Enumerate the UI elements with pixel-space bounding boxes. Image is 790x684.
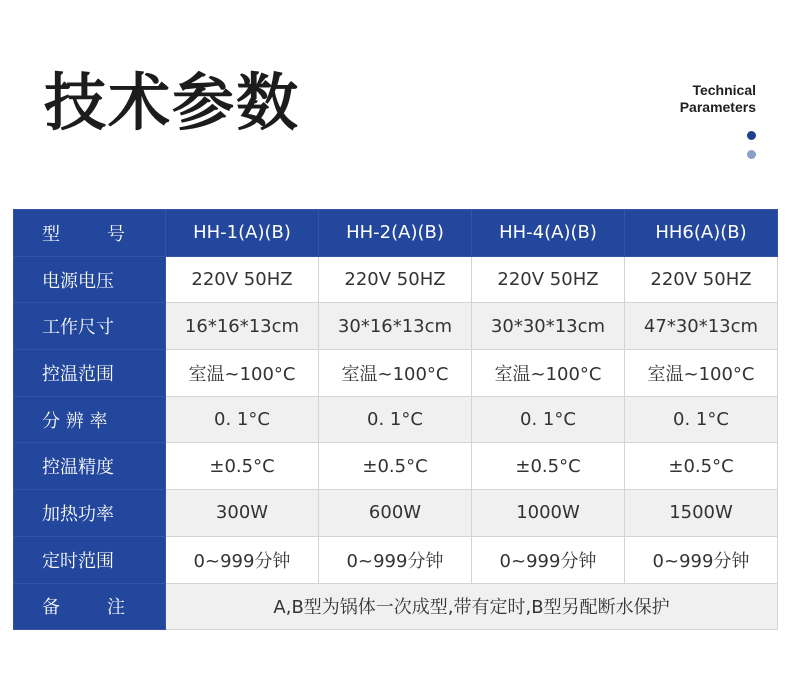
table-cell: 300W — [166, 490, 319, 537]
table-cell: 220V 50HZ — [166, 256, 319, 303]
table-cell: 0~999分钟 — [472, 536, 625, 583]
subtitle-line-2: Parameters — [679, 99, 756, 115]
table-row — [14, 256, 778, 303]
table-cell: 0~999分钟 — [166, 536, 319, 583]
table-cell: 室温~100°C — [166, 350, 319, 397]
table-cell: 1000W — [472, 490, 625, 537]
table-cell: 0~999分钟 — [319, 536, 472, 583]
row-label: 控温精度 — [14, 443, 166, 490]
row-label: 分 辨 率 — [14, 396, 166, 443]
table-row — [14, 536, 778, 583]
model-header-cell: HH-4(A)(B) — [472, 210, 625, 257]
row-label: 电源电压 — [14, 256, 166, 303]
table-cell: 47*30*13cm — [625, 303, 778, 350]
table-cell: 0. 1°C — [625, 396, 778, 443]
table-cell: 室温~100°C — [472, 350, 625, 397]
row-label: 控温范围 — [14, 350, 166, 397]
table-cell: 室温~100°C — [625, 350, 778, 397]
model-label-char-2: 号 — [107, 223, 125, 245]
note-label-cell — [14, 583, 166, 630]
table-cell: 1500W — [625, 490, 778, 537]
note-label-char-2: 注 — [107, 597, 125, 619]
table-cell: 0~999分钟 — [625, 536, 778, 583]
table-cell: 室温~100°C — [319, 350, 472, 397]
table-row — [14, 350, 778, 397]
spec-table — [13, 209, 778, 630]
decor-dot-dark — [747, 131, 756, 140]
note-label-char-1: 备 — [42, 597, 60, 619]
subtitle-line-1: Technical — [692, 82, 756, 98]
table-cell: 30*30*13cm — [472, 303, 625, 350]
table-row — [14, 490, 778, 537]
table-cell: 220V 50HZ — [472, 256, 625, 303]
decor-dot-light — [747, 150, 756, 159]
table-cell: ±0.5°C — [472, 443, 625, 490]
table-row — [14, 443, 778, 490]
table-cell: ±0.5°C — [319, 443, 472, 490]
table-cell: 0. 1°C — [166, 396, 319, 443]
page-title: 技术参数 — [44, 66, 301, 139]
model-label-cell — [14, 210, 166, 257]
table-header-row — [14, 210, 778, 257]
table-cell: 30*16*13cm — [319, 303, 472, 350]
row-label: 定时范围 — [14, 536, 166, 583]
table-cell: 220V 50HZ — [625, 256, 778, 303]
model-header-cell: HH6(A)(B) — [625, 210, 778, 257]
table-note-row — [14, 583, 778, 630]
page-subtitle — [680, 82, 756, 116]
row-label: 工作尺寸 — [14, 303, 166, 350]
table-cell: 600W — [319, 490, 472, 537]
model-header-cell: HH-1(A)(B) — [166, 210, 319, 257]
table-cell: ±0.5°C — [625, 443, 778, 490]
table-cell: 220V 50HZ — [319, 256, 472, 303]
table-cell: 0. 1°C — [319, 396, 472, 443]
table-row — [14, 303, 778, 350]
table-cell: 16*16*13cm — [166, 303, 319, 350]
table-cell: ±0.5°C — [166, 443, 319, 490]
model-label-char-1: 型 — [42, 223, 60, 245]
model-header-cell: HH-2(A)(B) — [319, 210, 472, 257]
table-cell: 0. 1°C — [472, 396, 625, 443]
row-label: 加热功率 — [14, 490, 166, 537]
table-row — [14, 396, 778, 443]
note-value: A,B型为锅体一次成型,带有定时,B型另配断水保护 — [166, 583, 778, 630]
